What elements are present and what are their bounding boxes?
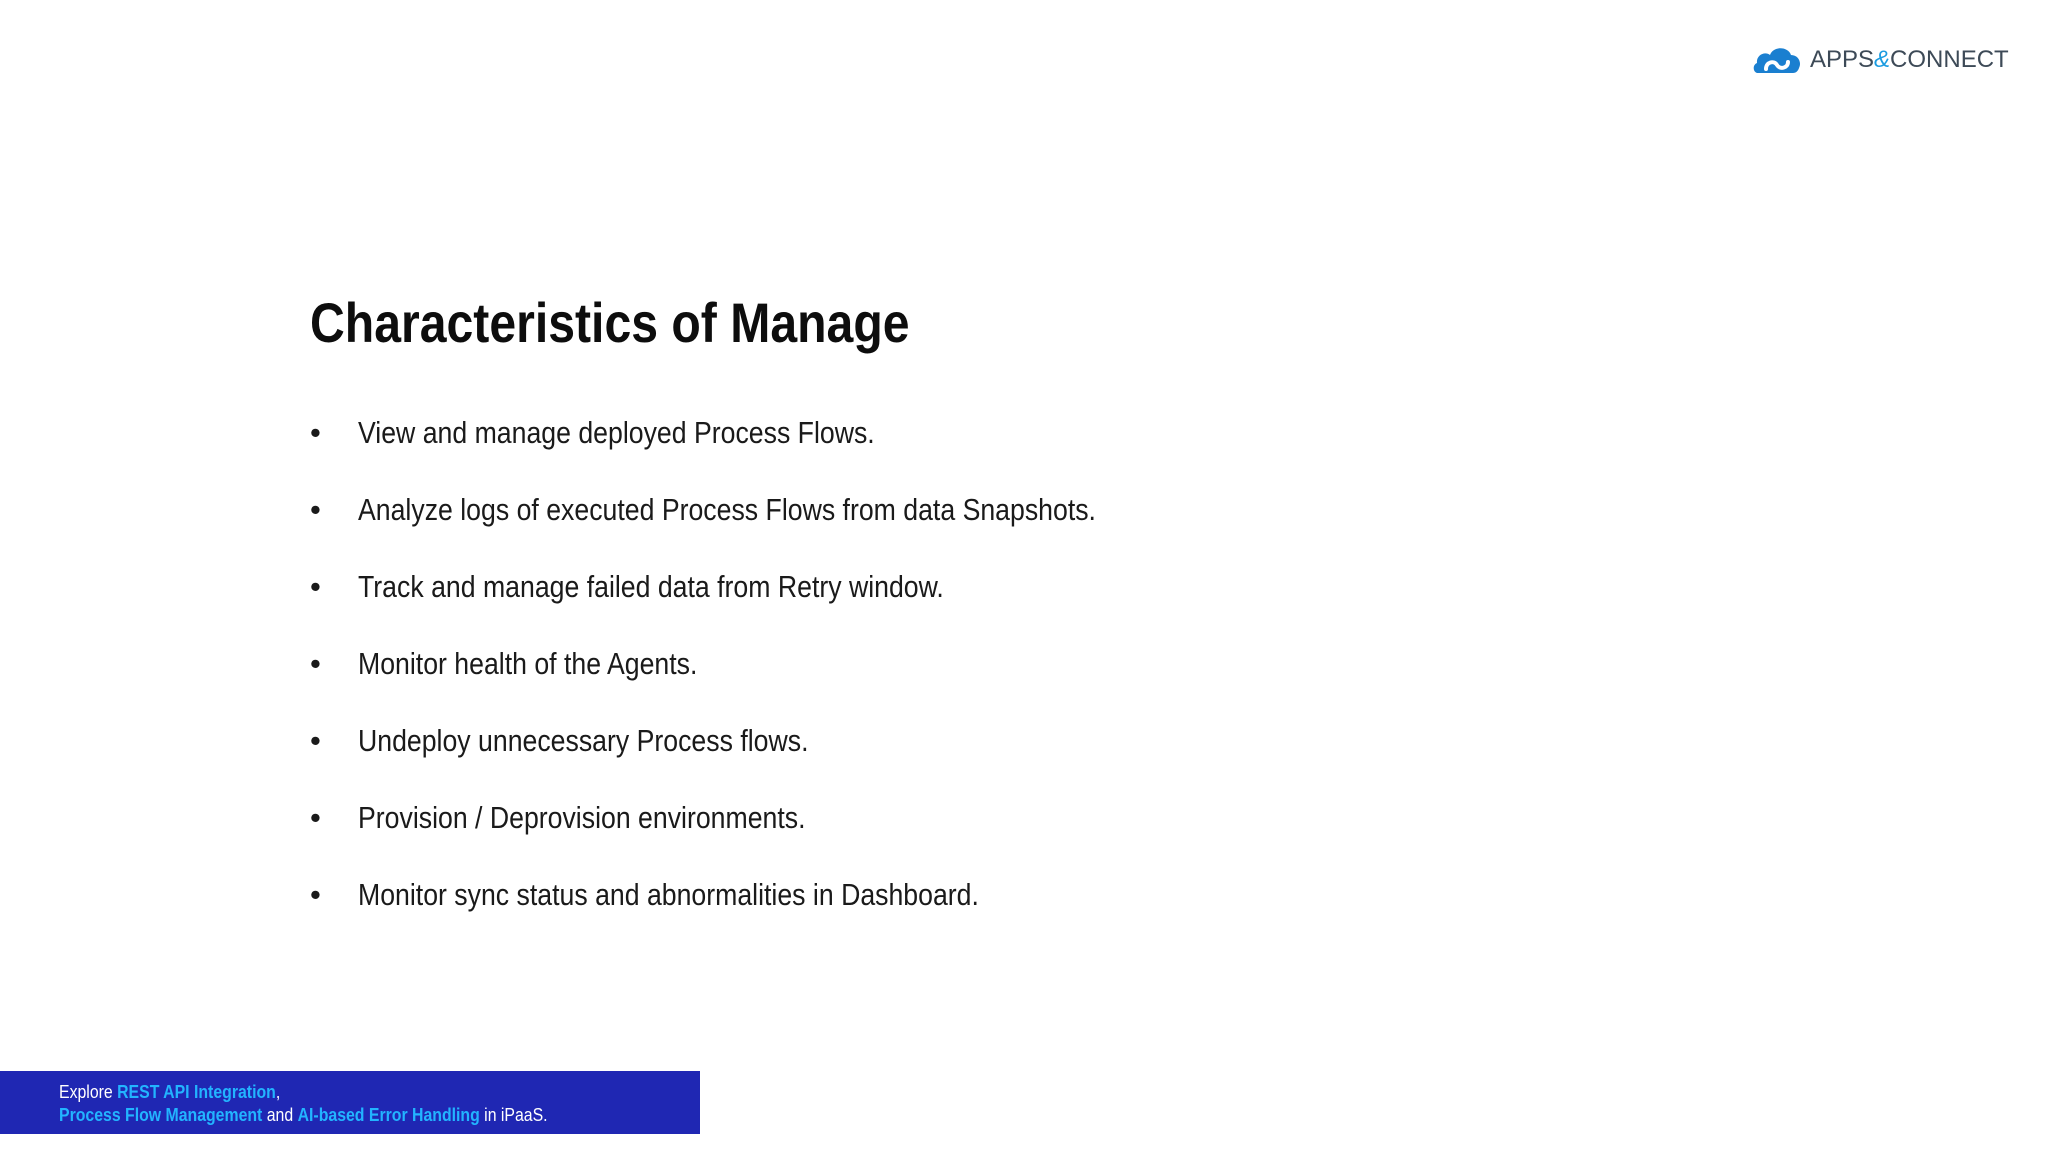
ai-error-handling-link[interactable]: AI-based Error Handling — [297, 1105, 480, 1125]
footer-banner — [0, 1071, 700, 1134]
bullet-item: • Provision / Deprovision environments. — [310, 800, 806, 835]
bullet-dot: • — [310, 723, 321, 758]
bullet-item: • Analyze logs of executed Process Flows from data Snapshots. — [310, 492, 1096, 527]
bullet-item: • Undeploy unnecessary Process flows. — [310, 723, 809, 758]
slide-title: Characteristics of Manage — [310, 291, 910, 354]
bullet-dot: • — [310, 800, 321, 835]
bullet-item: • Monitor health of the Agents. — [310, 646, 698, 681]
bullet-dot: • — [310, 492, 321, 527]
process-flow-management-link[interactable]: Process Flow Management — [59, 1105, 263, 1125]
bullet-dot: • — [310, 646, 321, 681]
bullet-dot: • — [310, 877, 321, 912]
bullet-item: • Monitor sync status and abnormalities in Dashboard. — [310, 877, 979, 912]
banner-line-2: Process Flow Management and AI-based Error Handling in iPaaS. — [59, 1105, 548, 1125]
rest-api-integration-link[interactable]: REST API Integration — [117, 1082, 276, 1102]
bullet-list — [310, 415, 1216, 954]
logo-text: APPS&CONNECT — [1810, 46, 2009, 73]
bullet-dot: • — [310, 569, 321, 604]
banner-line-1: Explore REST API Integration, — [59, 1082, 281, 1102]
cloud-logo-icon — [1752, 43, 1802, 77]
appsconnect-logo — [1752, 40, 2009, 80]
bullet-item: • Track and manage failed data from Retry window. — [310, 569, 944, 604]
bullet-dot: • — [310, 415, 321, 450]
bullet-item: • View and manage deployed Process Flows. — [310, 415, 875, 450]
